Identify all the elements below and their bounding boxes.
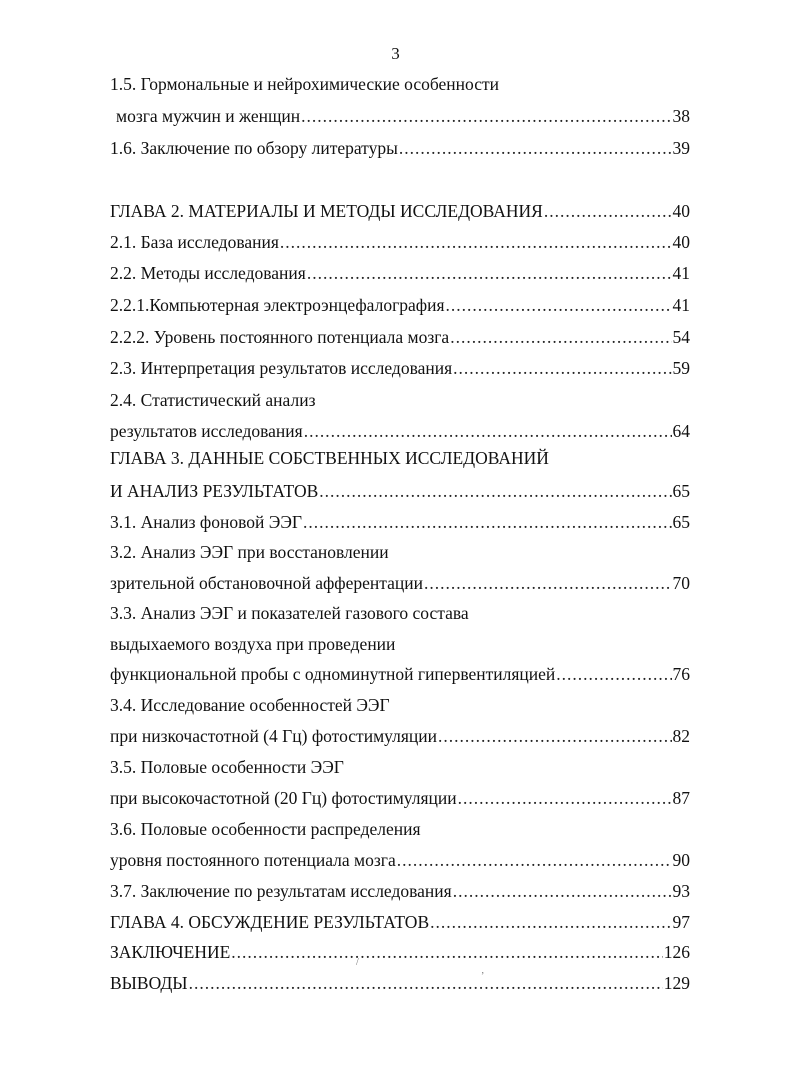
toc-entry [110,293,690,317]
toc-line [110,540,690,564]
toc-leader [231,940,662,964]
toc-text: ГЛАВА 3. ДАННЫЕ СОБСТВЕННЫХ ИССЛЕДОВАНИЙ [110,448,549,468]
toc-page: 54 [672,327,690,347]
toc-page: 126 [663,942,690,962]
toc-text: 3.5. Половые особенности ЭЭГ [110,757,344,777]
toc-leader [397,848,672,872]
toc-leader [307,261,672,285]
toc-text: 2.2.1.Компьютерная электроэнцефалография [110,295,445,315]
toc-entry [110,971,690,995]
toc-leader [424,571,672,595]
toc-line [110,446,690,470]
toc-text: 3.1. Анализ фоновой ЭЭГ [110,512,302,532]
scan-speck-icon: ‚ [481,965,485,976]
toc-line [110,755,690,779]
toc-text: выдыхаемого воздуха при проведении [110,634,396,654]
toc-leader [430,910,671,934]
toc-page: 70 [672,573,690,593]
toc-entry [110,510,690,534]
toc-entry [110,879,690,903]
toc-entry [110,419,690,443]
toc-entry [110,479,690,503]
toc-entry [110,325,690,349]
toc-entry [110,571,690,595]
toc-entry [110,848,690,872]
toc-text: 2.4. Статистический анализ [110,390,316,410]
toc-text: 2.2.2. Уровень постоянного потенциала мозга [110,327,450,347]
toc-entry [110,786,690,810]
toc-leader [189,971,663,995]
toc-page: 38 [672,106,690,126]
scan-speck-icon: / [356,957,359,968]
toc-leader [556,662,671,686]
toc-text: 2.1. База исследования [110,232,279,252]
toc-page: 76 [672,664,690,684]
toc-text: 1.5. Гормональные и нейрохимические особенности [110,74,500,94]
toc-leader [458,786,672,810]
toc-text: 2.3. Интерпретация результатов исследования [110,358,453,378]
toc-leader [438,724,672,748]
toc-line [110,388,690,412]
toc-page: 65 [672,481,690,501]
toc-text: зрительной обстановочной афферентации [110,573,423,593]
toc-leader [301,104,671,128]
toc-text: ГЛАВА 4. ОБСУЖДЕНИЕ РЕЗУЛЬТАТОВ [110,912,430,932]
toc-page: 41 [672,295,690,315]
page-number: 3 [391,44,400,63]
toc-leader [450,325,671,349]
toc-entry [110,136,690,160]
toc-text: при высокочастотной (20 Гц) фотостимуляции [110,788,457,808]
toc-leader [453,879,672,903]
toc-text: ЗАКЛЮЧЕНИЕ [110,942,231,962]
toc-text: И АНАЛИЗ РЕЗУЛЬТАТОВ [110,481,319,501]
toc-text: мозга мужчин и женщин [116,106,301,126]
toc-leader [304,419,672,443]
toc-text: уровня постоянного потенциала мозга [110,850,396,870]
toc-leader [280,230,672,254]
toc-leader [319,479,671,503]
toc-leader [544,199,672,223]
toc-page: 65 [672,512,690,532]
toc-line [110,632,690,656]
toc-text: 2.2. Методы исследования [110,263,306,283]
toc-entry [110,199,690,223]
toc-text: 3.4. Исследование особенностей ЭЭГ [110,695,390,715]
toc-page: 82 [672,726,690,746]
toc-line [110,601,690,625]
toc-page: 90 [672,850,690,870]
toc-entry [110,356,690,380]
toc-entry [110,724,690,748]
toc-page: 41 [672,263,690,283]
toc-line [110,817,690,841]
toc-line [110,72,690,96]
toc-text: 1.6. Заключение по обзору литературы [110,138,398,158]
toc-entry [110,940,690,964]
toc-page: 59 [672,358,690,378]
toc-page: 87 [672,788,690,808]
toc-text: ВЫВОДЫ [110,973,188,993]
toc-page: 64 [672,421,690,441]
toc-leader [453,356,671,380]
toc-entry [110,261,690,285]
toc-page: 40 [672,201,690,221]
toc-page: 129 [663,973,690,993]
toc-page: 40 [672,232,690,252]
toc-text: 3.7. Заключение по результатам исследования [110,881,452,901]
toc-text: 3.3. Анализ ЭЭГ и показателей газового состава [110,603,469,623]
toc-text: 3.2. Анализ ЭЭГ при восстановлении [110,542,389,562]
toc-text: функциональной пробы с одноминутной гипервентиляцией [110,664,556,684]
toc-text: 3.6. Половые особенности распределения [110,819,421,839]
toc-line [110,693,690,717]
toc-page: 39 [672,138,690,158]
toc-entry [110,910,690,934]
toc-leader [399,136,672,160]
toc-page: 97 [672,912,690,932]
toc-text: при низкочастотной (4 Гц) фотостимуляции [110,726,437,746]
toc-entry [116,104,690,128]
toc-page: 93 [672,881,690,901]
toc-leader [446,293,672,317]
toc-entry [110,230,690,254]
toc-entry [110,662,690,686]
toc-text: результатов исследования [110,421,303,441]
toc-leader [303,510,672,534]
toc-text: ГЛАВА 2. МАТЕРИАЛЫ И МЕТОДЫ ИССЛЕДОВАНИЯ [110,201,543,221]
